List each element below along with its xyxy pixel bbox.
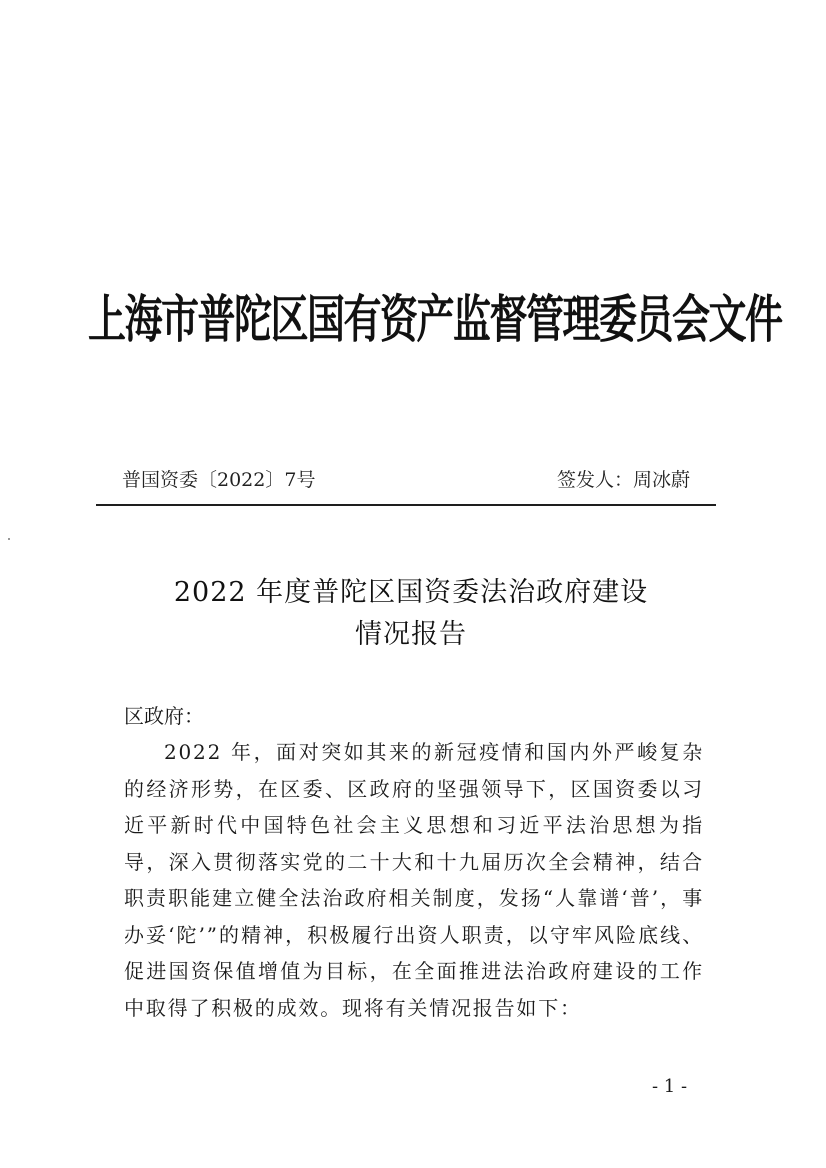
report-title-line-2: 情况报告 [355, 619, 467, 650]
report-title [96, 572, 726, 656]
issuer-signatory: 签发人：周冰蔚 [556, 469, 690, 491]
document-masthead: 上海市普陀区国有资产监督管理委员会文件 [88, 289, 782, 349]
page-number: - 1 - [652, 1076, 688, 1097]
scan-speck [8, 538, 10, 540]
salutation: 区政府： [124, 704, 204, 728]
header-divider-line [96, 504, 716, 506]
document-number: 普国资委〔2022〕7号 [122, 469, 316, 491]
body-paragraph: 2022 年，面对突如其来的新冠疫情和国内外严峻复杂的经济形势，在区委、区政府的坚强领导下，区国资委以习近平新时代中国特色社会主义思想和习近平法治思想为指导，深入贯彻落实党的二十大和十九届历次全会精神，结合职责职能建立健全法治政府相关制度，发扬“人靠谱‘普’，事办妥‘陀’”的精神，积极履行出资人职责，以守牢风险底线、促进国资保值增值为目标，在全面推进法治政府建设的工作中取得了积极的成效。现将有关情况报告如下： [124, 740, 704, 1020]
report-title-line-1: 2022 年度普陀区国资委法治政府建设 [173, 577, 649, 608]
